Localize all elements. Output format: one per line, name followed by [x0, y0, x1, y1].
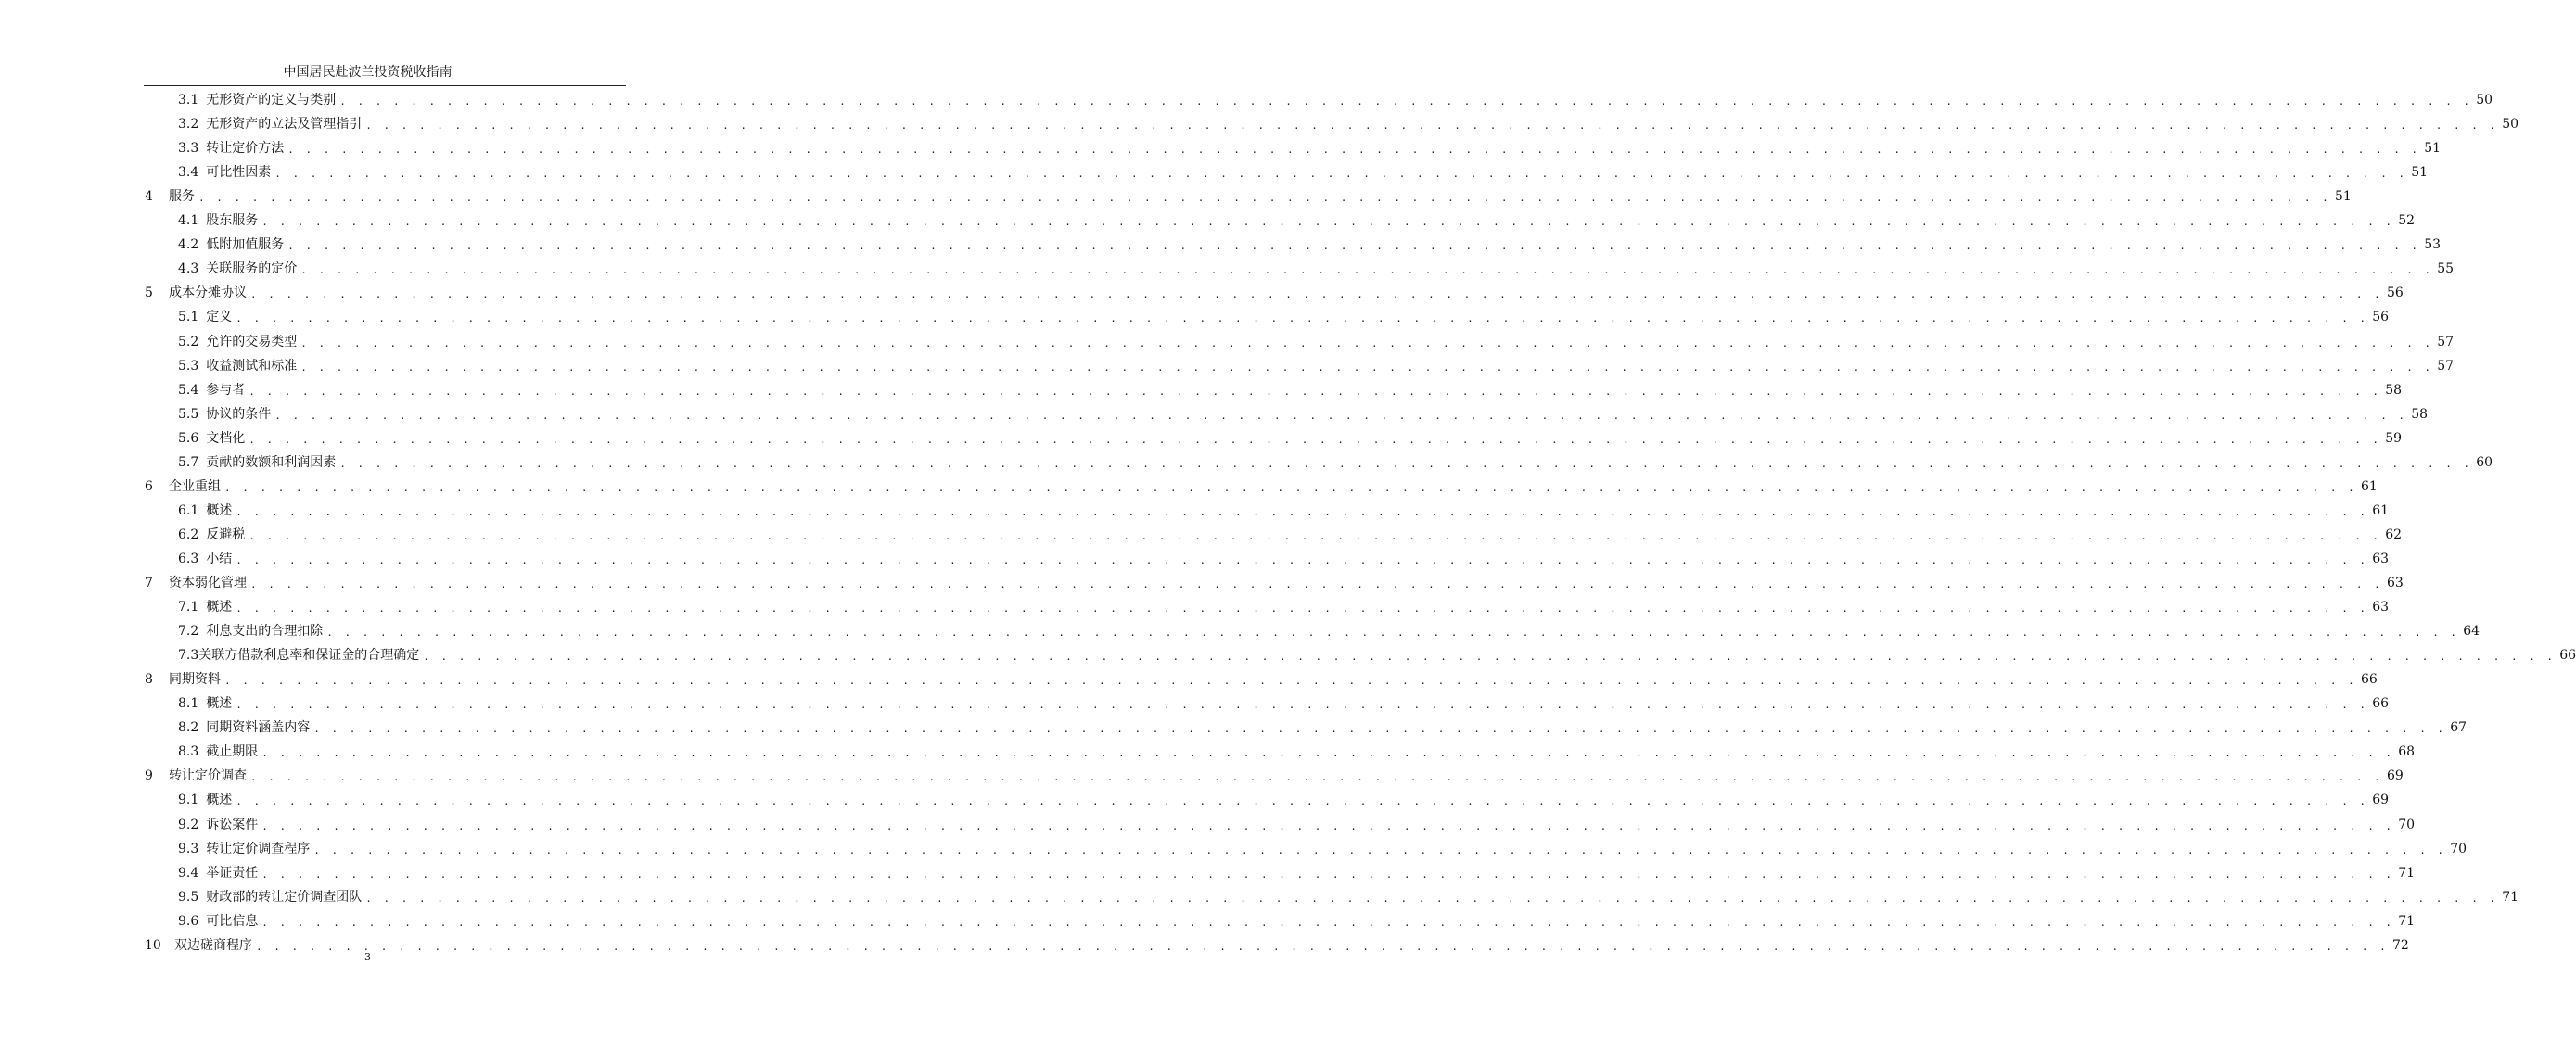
toc-entry-title: 转让定价调查: [169, 768, 247, 784]
toc-entry-number: 9.6: [178, 913, 199, 929]
toc-entry-title: 企业重组: [169, 478, 221, 494]
toc-dot-leader: . . . . . . . . . . . . . . . . . . . . . . . . . . . . . . . . . . . . . . . . . . . . . . . . . . . . . . . . . . . . . . . . . . . . . . . . . . . . . . . . . . . . . . . . . . . . . . . . . . . . . . . . . . . . . . . . . . . . . . . .: [274, 168, 2408, 181]
toc-dot-leader: . . . . . . . . . . . . . . . . . . . . . . . . . . . . . . . . . . . . . . . . . . . . . . . . . . . . . . . . . . . . . . . . . . . . . . . . . . . . . . . . . . . . . . . . . . . . . . . . . . . . . . . . . . . . . . . . . . . . . . . .: [261, 819, 2395, 832]
toc-entry[interactable]: [178, 691, 2390, 713]
toc-entry-page: 52: [2398, 213, 2416, 229]
toc-entry-number: 8.2: [178, 720, 199, 736]
toc-entry-title: 转让定价方法: [206, 141, 285, 157]
toc-dot-leader: . . . . . . . . . . . . . . . . . . . . . . . . . . . . . . . . . . . . . . . . . . . . . . . . . . . . . . . . . . . . . . . . . . . . . . . . . . . . . . . . . . . . . . . . . . . . . . . . . . . . . . . . . . . . . . . . . . . . . . . .: [261, 216, 2395, 229]
page-number: 3: [364, 951, 371, 963]
toc-entry-page: 69: [2386, 768, 2404, 784]
toc-dot-leader: . . . . . . . . . . . . . . . . . . . . . . . . . . . . . . . . . . . . . . . . . . . . . . . . . . . . . . . . . . . . . . . . . . . . . . . . . . . . . . . . . . . . . . . . . . . . . . . . . . . . . . . . . . . . . . . . . . . . . . . .: [198, 192, 2331, 205]
toc-dot-leader: . . . . . . . . . . . . . . . . . . . . . . . . . . . . . . . . . . . . . . . . . . . . . . . . . . . . . . . . . . . . . . . . . . . . . . . . . . . . . . . . . . . . . . . . . . . . . . . . . . . . . . . . . . . . . . . . . . . . . . . .: [365, 120, 2499, 133]
toc-entry-number: 9.2: [178, 817, 199, 832]
toc-dot-leader: . . . . . . . . . . . . . . . . . . . . . . . . . . . . . . . . . . . . . . . . . . . . . . . . . . . . . . . . . . . . . . . . . . . . . . . . . . . . . . . . . . . . . . . . . . . . . . . . . . . . . . . . . . . . . . . . . . . . . . . .: [250, 288, 2383, 301]
toc-entry[interactable]: [178, 908, 2416, 931]
toc-entry-page: 57: [2437, 358, 2455, 374]
toc-entry[interactable]: [178, 787, 2390, 809]
toc-entry-page: 53: [2424, 237, 2442, 253]
toc-entry-title: 同期资料涵盖内容: [206, 720, 311, 736]
toc-entry[interactable]: [145, 280, 2404, 302]
toc-dot-leader: . . . . . . . . . . . . . . . . . . . . . . . . . . . . . . . . . . . . . . . . . . . . . . . . . . . . . . . . . . . . . . . . . . . . . . . . . . . . . . . . . . . . . . . . . . . . . . . . . . . . . . . . . . . . . . . . . . . . . . . .: [300, 361, 2434, 374]
toc-entry-number: 10: [145, 937, 161, 953]
toc-entry-title: 资本弱化管理: [169, 576, 247, 590]
toc-entry-number: 4.1: [178, 213, 199, 229]
toc-entry-number: 3.2: [178, 117, 199, 133]
toc-entry-number: 5.4: [178, 382, 199, 398]
toc-entry[interactable]: [178, 522, 2403, 544]
toc-dot-leader: . . . . . . . . . . . . . . . . . . . . . . . . . . . . . . . . . . . . . . . . . . . . . . . . . . . . . . . . . . . . . . . . . . . . . . . . . . . . . . . . . . . . . . . . . . . . . . . . . . . . . . . . . . . . . . . . . . . . . . . .: [236, 505, 2369, 518]
toc-entry[interactable]: [178, 884, 2519, 907]
toc-dot-leader: . . . . . . . . . . . . . . . . . . . . . . . . . . . . . . . . . . . . . . . . . . . . . . . . . . . . . . . . . . . . . . . . . . . . . . . . . . . . . . . . . . . . . . . . . . . . . . . . . . . . . . . . . . . . . . . . . . . . . . . .: [249, 385, 2382, 398]
toc-entry[interactable]: [145, 763, 2404, 785]
toc-dot-leader: . . . . . . . . . . . . . . . . . . . . . . . . . . . . . . . . . . . . . . . . . . . . . . . . . . . . . . . . . . . . . . . . . . . . . . . . . . . . . . . . . . . . . . . . . . . . . . . . . . . . . . . . . . . . . . . . . . . . . . . .: [300, 336, 2434, 349]
toc-entry-title: 允许的交易类型: [206, 334, 298, 349]
toc-entry-number: 8.3: [178, 744, 199, 760]
toc-entry-title: 服务: [169, 189, 195, 205]
toc-dot-leader: . . . . . . . . . . . . . . . . . . . . . . . . . . . . . . . . . . . . . . . . . . . . . . . . . . . . . . . . . . . . . . . . . . . . . . . . . . . . . . . . . . . . . . . . . . . . . . . . . . . . . . . . . . . . . . . . . . . . . . . .: [339, 457, 2473, 470]
toc-dot-leader: . . . . . . . . . . . . . . . . . . . . . . . . . . . . . . . . . . . . . . . . . . . . . . . . . . . . . . . . . . . . . . . . . . . . . . . . . . . . . . . . . . . . . . . . . . . . . . . . . . . . . . . . . . . . . . . . . . . . . . . .: [236, 553, 2369, 566]
toc-entry[interactable]: [178, 594, 2390, 616]
toc-entry-number: 5.2: [178, 334, 199, 349]
toc-entry[interactable]: [178, 450, 2493, 472]
toc-entry-page: 56: [2372, 310, 2390, 325]
toc-entry-page: 69: [2372, 793, 2390, 808]
toc-entry-page: 56: [2386, 285, 2404, 301]
toc-entry-page: 67: [2450, 720, 2468, 736]
toc-dot-leader: . . . . . . . . . . . . . . . . . . . . . . . . . . . . . . . . . . . . . . . . . . . . . . . . . . . . . . . . . . . . . . . . . . . . . . . . . . . . . . . . . . . . . . . . . . . . . . . . . . . . . . . . . . . . . . . . . . . . . . . .: [423, 651, 2557, 664]
toc-entry-number: 8.1: [178, 696, 199, 712]
toc-entry-title: 双边磋商程序: [174, 937, 252, 953]
toc-entry-title: 关联服务的定价: [206, 261, 298, 277]
toc-entry-number: 9.4: [178, 865, 199, 881]
toc-entry-page: 62: [2385, 526, 2403, 542]
header-rule: [144, 85, 626, 86]
toc-entry-title: 同期资料: [169, 672, 221, 688]
toc-entry-number: 4.2: [178, 237, 199, 253]
toc-dot-leader: . . . . . . . . . . . . . . . . . . . . . . . . . . . . . . . . . . . . . . . . . . . . . . . . . . . . . . . . . . . . . . . . . . . . . . . . . . . . . . . . . . . . . . . . . . . . . . . . . . . . . . . . . . . . . . . . . . . . . . . .: [261, 916, 2395, 929]
toc-entry-page: 66: [2360, 672, 2378, 688]
toc-entry-page: 58: [2411, 406, 2429, 422]
toc-entry-number: 7.3: [178, 648, 199, 664]
toc-entry-number: 8: [145, 672, 153, 688]
toc-entry-number: 9.5: [178, 889, 199, 905]
toc-entry[interactable]: [178, 135, 2442, 158]
toc-entry-title: 贡献的数额和利润因素: [206, 454, 337, 470]
toc-entry-page: 57: [2437, 334, 2455, 349]
toc-entry-number: 5.3: [178, 358, 199, 374]
toc-entry-title: 参与者: [206, 382, 246, 398]
toc-entry-number: 4.3: [178, 261, 199, 277]
toc-entry-page: 60: [2476, 454, 2493, 470]
toc-entry[interactable]: [178, 739, 2416, 761]
toc-entry-page: 64: [2463, 624, 2480, 640]
toc-entry[interactable]: [178, 256, 2455, 278]
toc-entry-title: 成本分摊协议: [169, 285, 247, 301]
toc-entry-title: 收益测试和标准: [206, 358, 298, 374]
toc-entry-number: 9.3: [178, 841, 199, 856]
toc-entry-number: 3.4: [178, 165, 199, 181]
toc-entry-page: 63: [2372, 600, 2390, 615]
toc-dot-leader: . . . . . . . . . . . . . . . . . . . . . . . . . . . . . . . . . . . . . . . . . . . . . . . . . . . . . . . . . . . . . . . . . . . . . . . . . . . . . . . . . . . . . . . . . . . . . . . . . . . . . . . . . . . . . . . . . . . . . . . .: [236, 795, 2369, 808]
toc-entry-number: 7.2: [178, 624, 199, 640]
toc-entry-title: 反避税: [206, 526, 246, 542]
toc-entry-number: 6.3: [178, 551, 199, 566]
toc-entry-page: 70: [2398, 817, 2416, 832]
toc-entry-number: 9.1: [178, 793, 199, 808]
toc-entry[interactable]: [178, 304, 2390, 326]
toc-dot-leader: . . . . . . . . . . . . . . . . . . . . . . . . . . . . . . . . . . . . . . . . . . . . . . . . . . . . . . . . . . . . . . . . . . . . . . . . . . . . . . . . . . . . . . . . . . . . . . . . . . . . . . . . . . . . . . . . . . . . . . . .: [250, 771, 2383, 784]
toc-entry-page: 51: [2411, 165, 2429, 181]
toc-entry-number: 5.6: [178, 430, 199, 446]
toc-entry-page: 50: [2502, 117, 2519, 133]
toc-dot-leader: . . . . . . . . . . . . . . . . . . . . . . . . . . . . . . . . . . . . . . . . . . . . . . . . . . . . . . . . . . . . . . . . . . . . . . . . . . . . . . . . . . . . . . . . . . . . . . . . . . . . . . . . . . . . . . . . . . . . . . . .: [261, 747, 2395, 760]
toc-entry-number: 6.1: [178, 502, 199, 518]
toc-entry[interactable]: [178, 642, 2576, 665]
toc-entry[interactable]: [178, 860, 2416, 882]
toc-entry-page: 58: [2385, 382, 2403, 398]
toc-entry-number: 3.1: [178, 93, 199, 108]
toc-entry[interactable]: [178, 401, 2429, 424]
toc-entry-page: 72: [2391, 937, 2409, 953]
toc-entry-page: 63: [2386, 576, 2404, 590]
toc-entry-title: 低附加值服务: [206, 237, 285, 253]
toc-dot-leader: . . . . . . . . . . . . . . . . . . . . . . . . . . . . . . . . . . . . . . . . . . . . . . . . . . . . . . . . . . . . . . . . . . . . . . . . . . . . . . . . . . . . . . . . . . . . . . . . . . . . . . . . . . . . . . . . . . . . . . . .: [224, 481, 2357, 494]
toc-dot-leader: . . . . . . . . . . . . . . . . . . . . . . . . . . . . . . . . . . . . . . . . . . . . . . . . . . . . . . . . . . . . . . . . . . . . . . . . . . . . . . . . . . . . . . . . . . . . . . . . . . . . . . . . . . . . . . . . . . . . . . . .: [261, 868, 2395, 881]
toc-entry[interactable]: [145, 666, 2378, 689]
toc-entry-page: 55: [2437, 261, 2455, 277]
toc-dot-leader: . . . . . . . . . . . . . . . . . . . . . . . . . . . . . . . . . . . . . . . . . . . . . . . . . . . . . . . . . . . . . . . . . . . . . . . . . . . . . . . . . . . . . . . . . . . . . . . . . . . . . . . . . . . . . . . . . . . . . . . .: [300, 264, 2434, 277]
toc-entry[interactable]: [145, 474, 2378, 496]
toc-entry-number: 7: [145, 576, 153, 590]
toc-entry[interactable]: [178, 208, 2416, 230]
toc-entry-page: 63: [2372, 551, 2390, 566]
toc-entry-page: 51: [2334, 189, 2352, 205]
toc-entry-number: 7.1: [178, 600, 199, 615]
toc-entry[interactable]: [178, 546, 2390, 568]
toc-entry[interactable]: [178, 353, 2455, 375]
toc-entry-title: 可比信息: [206, 913, 259, 929]
toc-dot-leader: . . . . . . . . . . . . . . . . . . . . . . . . . . . . . . . . . . . . . . . . . . . . . . . . . . . . . . . . . . . . . . . . . . . . . . . . . . . . . . . . . . . . . . . . . . . . . . . . . . . . . . . . . . . . . . . . . . . . . . . .: [326, 627, 2460, 640]
toc-dot-leader: . . . . . . . . . . . . . . . . . . . . . . . . . . . . . . . . . . . . . . . . . . . . . . . . . . . . . . . . . . . . . . . . . . . . . . . . . . . . . . . . . . . . . . . . . . . . . . . . . . . . . . . . . . . . . . . . . . . . . . . .: [339, 95, 2473, 108]
toc-entry-title: 概述: [206, 793, 233, 808]
toc-dot-leader: . . . . . . . . . . . . . . . . . . . . . . . . . . . . . . . . . . . . . . . . . . . . . . . . . . . . . . . . . . . . . . . . . . . . . . . . . . . . . . . . . . . . . . . . . . . . . . . . . . . . . . . . . . . . . . . . . . . . . . . .: [249, 529, 2382, 542]
toc-entry[interactable]: [178, 836, 2468, 858]
toc-entry-page: 71: [2398, 913, 2416, 929]
toc-entry-title: 无形资产的定义与类别: [206, 93, 337, 108]
toc-entry[interactable]: [178, 377, 2403, 400]
toc-entry-title: 概述: [206, 502, 233, 518]
toc-entry[interactable]: [178, 425, 2403, 448]
toc-entry[interactable]: [145, 570, 2404, 592]
toc-entry-page: 70: [2450, 841, 2468, 856]
toc-dot-leader: . . . . . . . . . . . . . . . . . . . . . . . . . . . . . . . . . . . . . . . . . . . . . . . . . . . . . . . . . . . . . . . . . . . . . . . . . . . . . . . . . . . . . . . . . . . . . . . . . . . . . . . . . . . . . . . . . . . . . . . .: [250, 578, 2383, 590]
toc-dot-leader: . . . . . . . . . . . . . . . . . . . . . . . . . . . . . . . . . . . . . . . . . . . . . . . . . . . . . . . . . . . . . . . . . . . . . . . . . . . . . . . . . . . . . . . . . . . . . . . . . . . . . . . . . . . . . . . . . . . . . . . .: [249, 433, 2382, 446]
toc-dot-leader: . . . . . . . . . . . . . . . . . . . . . . . . . . . . . . . . . . . . . . . . . . . . . . . . . . . . . . . . . . . . . . . . . . . . . . . . . . . . . . . . . . . . . . . . . . . . . . . . . . . . . . . . . . . . . . . . . . . . . . . .: [287, 144, 2421, 157]
toc-dot-leader: . . . . . . . . . . . . . . . . . . . . . . . . . . . . . . . . . . . . . . . . . . . . . . . . . . . . . . . . . . . . . . . . . . . . . . . . . . . . . . . . . . . . . . . . . . . . . . . . . . . . . . . . . . . . . . . . . . . . . . . .: [313, 843, 2447, 856]
toc-entry-page: 66: [2372, 696, 2390, 712]
toc-dot-leader: . . . . . . . . . . . . . . . . . . . . . . . . . . . . . . . . . . . . . . . . . . . . . . . . . . . . . . . . . . . . . . . . . . . . . . . . . . . . . . . . . . . . . . . . . . . . . . . . . . . . . . . . . . . . . . . . . . . . . . . .: [236, 699, 2369, 712]
running-header: 中国居民赴波兰投资税收指南: [283, 65, 453, 80]
toc-dot-leader: . . . . . . . . . . . . . . . . . . . . . . . . . . . . . . . . . . . . . . . . . . . . . . . . . . . . . . . . . . . . . . . . . . . . . . . . . . . . . . . . . . . . . . . . . . . . . . . . . . . . . . . . . . . . . . . . . . . . . . . .: [236, 602, 2369, 615]
toc-dot-leader: . . . . . . . . . . . . . . . . . . . . . . . . . . . . . . . . . . . . . . . . . . . . . . . . . . . . . . . . . . . . . . . . . . . . . . . . . . . . . . . . . . . . . . . . . . . . . . . . . . . . . . . . . . . . . . . . . . . . . . . .: [313, 723, 2447, 736]
toc-entry-title: 协议的条件: [206, 406, 272, 422]
toc-entry[interactable]: [178, 715, 2468, 737]
toc-entry-title: 诉讼案件: [206, 817, 259, 832]
toc-entry[interactable]: [178, 618, 2480, 640]
toc-entry-number: 9: [145, 768, 153, 784]
toc-dot-leader: . . . . . . . . . . . . . . . . . . . . . . . . . . . . . . . . . . . . . . . . . . . . . . . . . . . . . . . . . . . . . . . . . . . . . . . . . . . . . . . . . . . . . . . . . . . . . . . . . . . . . . . . . . . . . . . . . . . . . . . .: [287, 240, 2421, 253]
toc-entry-number: 6: [145, 478, 153, 494]
toc-entry-page: 68: [2398, 744, 2416, 760]
toc-entry[interactable]: [178, 329, 2455, 351]
toc-entry-title: 关联方借款利息率和保证金的合理确定: [198, 648, 420, 664]
toc-entry-page: 61: [2372, 502, 2390, 518]
toc-entry-title: 截止期限: [206, 744, 259, 760]
toc-entry-title: 概述: [206, 696, 233, 712]
toc-entry-page: 71: [2502, 889, 2519, 905]
toc-entry-number: 4: [145, 189, 153, 205]
toc-entry[interactable]: [145, 184, 2352, 206]
toc-entry-page: 71: [2398, 865, 2416, 881]
toc-entry-page: 51: [2424, 141, 2442, 157]
toc-entry-number: 6.2: [178, 526, 199, 542]
toc-entry[interactable]: [178, 232, 2442, 254]
toc-entry-page: 66: [2559, 648, 2576, 664]
toc-entry-number: 5.1: [178, 310, 199, 325]
toc-entry-title: 概述: [206, 600, 233, 615]
toc-entry-title: 举证责任: [206, 865, 259, 881]
toc-entry-page: 59: [2385, 430, 2403, 446]
toc-entry-number: 5: [145, 285, 153, 301]
toc-entry[interactable]: [178, 87, 2493, 109]
toc-entry[interactable]: [178, 498, 2390, 520]
toc-dot-leader: . . . . . . . . . . . . . . . . . . . . . . . . . . . . . . . . . . . . . . . . . . . . . . . . . . . . . . . . . . . . . . . . . . . . . . . . . . . . . . . . . . . . . . . . . . . . . . . . . . . . . . . . . . . . . . . . . . . . . . . .: [365, 892, 2499, 905]
toc-entry[interactable]: [178, 159, 2429, 182]
toc-entry-title: 利息支出的合理扣除: [206, 624, 324, 640]
toc-entry-page: 50: [2476, 93, 2493, 108]
toc-entry[interactable]: [178, 111, 2519, 133]
toc-entry-title: 小结: [206, 551, 233, 566]
toc-entry-page: 61: [2360, 478, 2378, 494]
toc-entry-title: 无形资产的立法及管理指引: [206, 117, 363, 133]
toc-dot-leader: . . . . . . . . . . . . . . . . . . . . . . . . . . . . . . . . . . . . . . . . . . . . . . . . . . . . . . . . . . . . . . . . . . . . . . . . . . . . . . . . . . . . . . . . . . . . . . . . . . . . . . . . . . . . . . . . . . . . . . . .: [274, 409, 2408, 422]
toc-entry-number: 3.3: [178, 141, 199, 157]
toc-dot-leader: . . . . . . . . . . . . . . . . . . . . . . . . . . . . . . . . . . . . . . . . . . . . . . . . . . . . . . . . . . . . . . . . . . . . . . . . . . . . . . . . . . . . . . . . . . . . . . . . . . . . . . . . . . . . . . . . . . . . . . . .: [224, 675, 2357, 688]
toc-entry-title: 文档化: [206, 430, 246, 446]
toc-entry-number: 5.5: [178, 406, 199, 422]
toc-entry-title: 股东服务: [206, 213, 259, 229]
toc-entry-title: 可比性因素: [206, 165, 272, 181]
toc-entry-number: 5.7: [178, 454, 199, 470]
toc-dot-leader: . . . . . . . . . . . . . . . . . . . . . . . . . . . . . . . . . . . . . . . . . . . . . . . . . . . . . . . . . . . . . . . . . . . . . . . . . . . . . . . . . . . . . . . . . . . . . . . . . . . . . . . . . . . . . . . . . . . . . . . .: [236, 312, 2369, 325]
toc-entry-title: 定义: [206, 310, 233, 325]
toc-dot-leader: . . . . . . . . . . . . . . . . . . . . . . . . . . . . . . . . . . . . . . . . . . . . . . . . . . . . . . . . . . . . . . . . . . . . . . . . . . . . . . . . . . . . . . . . . . . . . . . . . . . . . . . . . . . . . . . . . . . . . . . .: [256, 940, 2389, 953]
toc-entry-title: 转让定价调查程序: [206, 841, 311, 856]
toc-entry[interactable]: [178, 812, 2416, 834]
toc-entry-title: 财政部的转让定价调查团队: [206, 889, 363, 905]
